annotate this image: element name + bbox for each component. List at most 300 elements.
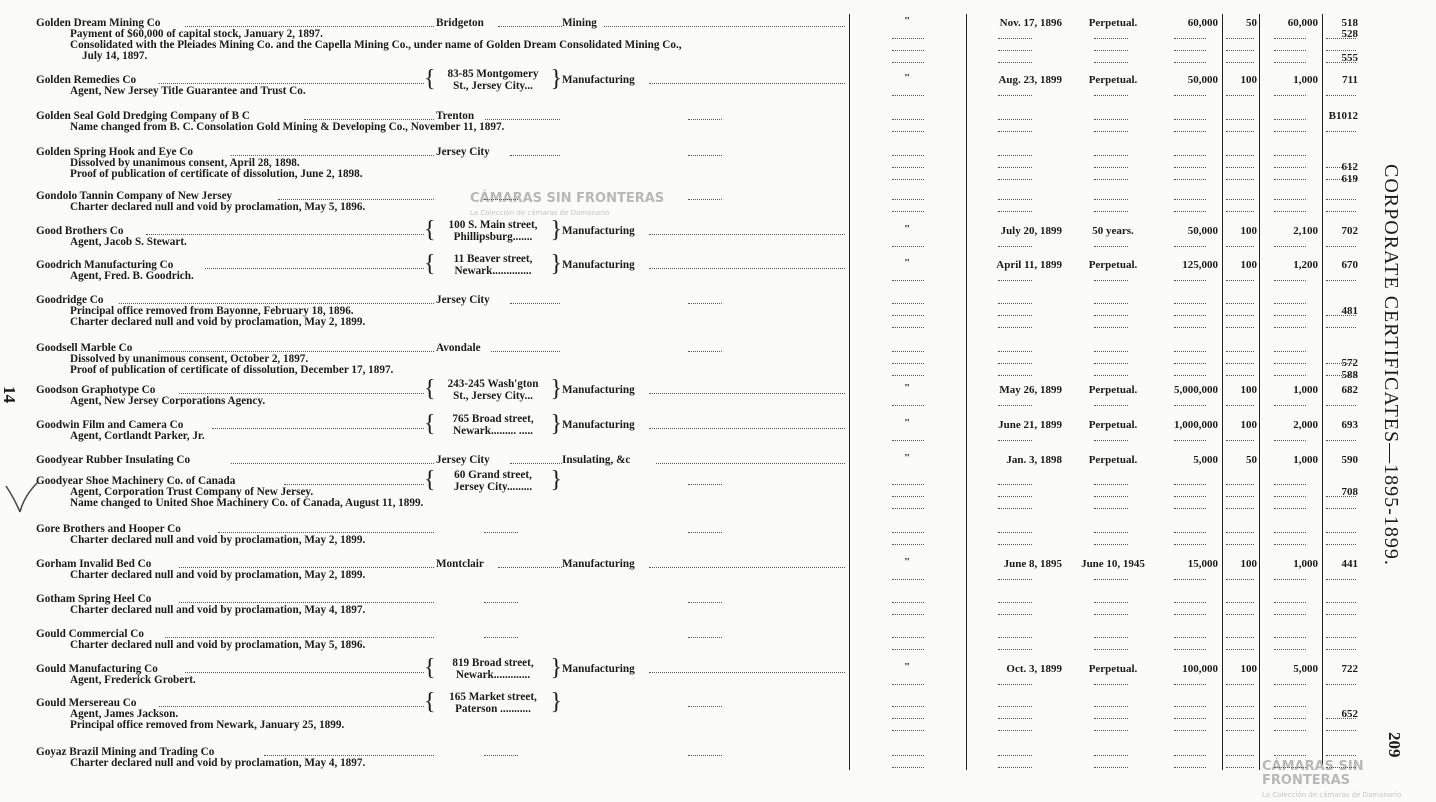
watermark-subtext: La Colección de cámaras de Damanario (1262, 791, 1402, 799)
leader-dots (1326, 375, 1356, 376)
leader-dots (1094, 484, 1128, 485)
leader-dots (998, 50, 1032, 51)
entry-note: Charter declared null and void by proclamation, May 2, 1899. (70, 316, 366, 328)
leader-dots (1226, 199, 1254, 200)
leader-dots (998, 637, 1032, 638)
leader-dots (484, 532, 518, 533)
leader-dots (998, 363, 1032, 364)
ditto-mark: " (904, 223, 911, 235)
paid-in-capital: 2,100 (1293, 225, 1318, 237)
place-of-business: Montclair (436, 558, 484, 570)
leader-dots (1274, 614, 1306, 615)
leader-dots (1174, 167, 1206, 168)
leader-dots (1274, 544, 1306, 545)
leader-dots (649, 672, 845, 673)
address-line-1: 243-245 Wash'gton (447, 378, 539, 390)
leader-dots (1226, 38, 1254, 39)
company-name: Gould Commercial Co (36, 628, 144, 640)
leader-dots (1326, 755, 1356, 756)
leader-dots (1174, 155, 1206, 156)
right-brace: } (550, 467, 562, 493)
leader-dots (1094, 649, 1128, 650)
entry-note: Principal office removed from Newark, January 25, 1899. (70, 719, 345, 731)
leader-dots (892, 532, 924, 533)
leader-dots (998, 405, 1032, 406)
leader-dots (1274, 755, 1306, 756)
leader-dots (1326, 496, 1356, 497)
address-brace (426, 253, 560, 277)
paid-in-capital: 1,200 (1293, 259, 1318, 271)
leader-dots (1226, 484, 1254, 485)
ditto-mark: " (904, 417, 911, 429)
leader-dots (892, 351, 924, 352)
leader-dots (1326, 579, 1356, 580)
leader-dots (1174, 405, 1206, 406)
leader-dots (1226, 119, 1254, 120)
entry-note: Agent, New Jersey Title Guarantee and Trust Co. (70, 85, 306, 97)
leader-dots (1094, 50, 1128, 51)
page-reference: 682 (1341, 384, 1358, 396)
entry-note: Dissolved by unanimous consent, October 2, 1897. (70, 353, 309, 365)
leader-dots (1094, 315, 1128, 316)
address-line-2: Jersey City......... (453, 481, 533, 493)
leader-dots (892, 440, 924, 441)
address-line-1: 765 Broad street, (452, 413, 534, 425)
leader-dots (649, 393, 845, 394)
page-reference: 708 (1341, 486, 1358, 498)
leader-dots (998, 440, 1032, 441)
leader-dots (1274, 131, 1306, 132)
leader-dots (1326, 767, 1356, 768)
entry-note: Name changed to United Shoe Machinery Co. of Canada, August 11, 1899. (70, 497, 424, 509)
leader-dots (892, 179, 924, 180)
leader-dots (1274, 167, 1306, 168)
leader-dots (1174, 119, 1206, 120)
company-name: Goodson Graphotype Co (36, 384, 156, 396)
place-of-business: Jersey City (436, 294, 490, 306)
leader-dots (1094, 730, 1128, 731)
authorized-capital: 125,000 (1182, 259, 1218, 271)
leader-dots (146, 234, 424, 235)
leader-dots (1226, 440, 1254, 441)
entry-note: Agent, Frederick Grobert. (70, 674, 196, 686)
leader-dots (688, 602, 722, 603)
leader-dots (284, 484, 424, 485)
address-brace (426, 219, 560, 243)
leader-dots (1226, 211, 1254, 212)
leader-dots (892, 131, 924, 132)
leader-dots (1094, 767, 1128, 768)
left-brace: { (424, 251, 436, 277)
entry-note: Charter declared null and void by proclamation, May 4, 1897. (70, 757, 366, 769)
duration-term: June 10, 1945 (1081, 558, 1145, 570)
left-brace: { (424, 689, 436, 715)
address-line-2: Newark.............. (454, 265, 532, 277)
leader-dots (1326, 199, 1356, 200)
right-brace: } (550, 689, 562, 715)
leader-dots (1094, 496, 1128, 497)
leader-dots (1226, 315, 1254, 316)
company-name: Golden Remedies Co (36, 74, 137, 86)
leader-dots (892, 755, 924, 756)
duration-term: Perpetual. (1088, 419, 1138, 431)
company-name: Goyaz Brazil Mining and Trading Co (36, 746, 215, 758)
leader-dots (892, 62, 924, 63)
page-reference: 670 (1341, 259, 1358, 271)
leader-dots (1326, 730, 1356, 731)
leader-dots (892, 718, 924, 719)
leader-dots (1174, 484, 1206, 485)
leader-dots (1226, 131, 1254, 132)
leader-dots (998, 315, 1032, 316)
company-name: Gotham Spring Heel Co (36, 593, 152, 605)
par-value: 50 (1246, 454, 1257, 466)
leader-dots (998, 199, 1032, 200)
leader-dots (1174, 730, 1206, 731)
leader-dots (1174, 544, 1206, 545)
leader-dots (1326, 508, 1356, 509)
side-title: CORPORATE CERTIFICATES—1895-1899. (1380, 164, 1402, 566)
address-line-1: 83-85 Montgomery (447, 68, 539, 80)
entry-note: Agent, New Jersey Corporations Agency. (70, 395, 266, 407)
leader-dots (998, 246, 1032, 247)
leader-dots (1174, 280, 1206, 281)
leader-dots (998, 508, 1032, 509)
company-name: Goodridge Co (36, 294, 104, 306)
address-line-2: Phillipsburg....... (453, 231, 533, 243)
leader-dots (1274, 440, 1306, 441)
company-name: Gondolo Tannin Company of New Jersey (36, 190, 233, 202)
leader-dots (1226, 62, 1254, 63)
page-reference: 518 (1341, 17, 1358, 29)
entry-note: Agent, James Jackson. (70, 708, 179, 720)
leader-dots (1274, 508, 1306, 509)
business-type: Insulating, &c (562, 454, 631, 466)
leader-dots (1174, 303, 1206, 304)
leader-dots (1174, 375, 1206, 376)
address-line-2: Paterson ........... (455, 703, 531, 715)
duration-term: 50 years. (1092, 225, 1134, 237)
leader-dots (510, 463, 562, 464)
page-reference: 441 (1341, 558, 1358, 570)
leader-dots (998, 351, 1032, 352)
leader-dots (1326, 167, 1356, 168)
authorized-capital: 15,000 (1187, 558, 1218, 570)
entry-note: Agent, Fred. B. Goodrich. (70, 270, 194, 282)
leader-dots (998, 95, 1032, 96)
leader-dots (892, 637, 924, 638)
page-number-right: 209 (1385, 732, 1404, 758)
leader-dots (1226, 544, 1254, 545)
business-type: Manufacturing (562, 419, 635, 431)
duration-term: Perpetual. (1088, 17, 1138, 29)
entry-note: Agent, Cortlandt Parker, Jr. (70, 430, 205, 442)
leader-dots (1094, 614, 1128, 615)
place-of-business: Jersey City (436, 454, 490, 466)
leader-dots (1174, 179, 1206, 180)
company-name: Golden Dream Mining Co (36, 17, 161, 29)
leader-dots (892, 484, 924, 485)
leader-dots (892, 280, 924, 281)
leader-dots (998, 684, 1032, 685)
leader-dots (1226, 649, 1254, 650)
incorporation-date: May 26, 1899 (999, 384, 1062, 396)
leader-dots (1174, 363, 1206, 364)
authorized-capital: 50,000 (1187, 225, 1218, 237)
leader-dots (1274, 637, 1306, 638)
leader-dots (1174, 246, 1206, 247)
duration-term: Perpetual. (1088, 74, 1138, 86)
leader-dots (1274, 315, 1306, 316)
authorized-capital: 1,000,000 (1174, 419, 1218, 431)
leader-dots (1226, 684, 1254, 685)
leader-dots (649, 83, 845, 84)
entry-note: Charter declared null and void by proclamation, May 2, 1899. (70, 569, 366, 581)
leader-dots (892, 303, 924, 304)
leader-dots (1326, 50, 1356, 51)
leader-dots (1174, 718, 1206, 719)
leader-dots (649, 268, 845, 269)
place-of-business: Bridgeton (436, 17, 484, 29)
leader-dots (1226, 614, 1254, 615)
leader-dots (1226, 718, 1254, 719)
page-reference: 612 (1341, 161, 1358, 173)
paid-in-capital: 1,000 (1293, 558, 1318, 570)
leader-dots (1226, 280, 1254, 281)
company-name: Goodyear Shoe Machinery Co. of Canada (36, 475, 236, 487)
incorporation-date: Nov. 17, 1896 (999, 17, 1062, 29)
leader-dots (1174, 767, 1206, 768)
page-number-left: 14 (0, 386, 19, 403)
place-of-business: Trenton (436, 110, 475, 122)
leader-dots (179, 393, 424, 394)
address-line-2: St., Jersey City... (453, 80, 533, 92)
leader-dots (1094, 532, 1128, 533)
leader-dots (1326, 38, 1356, 39)
address-brace (426, 68, 560, 92)
leader-dots (1174, 706, 1206, 707)
address-brace (426, 657, 560, 681)
leader-dots (998, 649, 1032, 650)
leader-dots (998, 211, 1032, 212)
leader-dots (1094, 155, 1128, 156)
leader-dots (892, 38, 924, 39)
duration-term: Perpetual. (1088, 259, 1138, 271)
leader-dots (998, 579, 1032, 580)
leader-dots (688, 199, 722, 200)
company-name: Gorham Invalid Bed Co (36, 558, 152, 570)
column-rule-main (849, 14, 850, 770)
leader-dots (1174, 62, 1206, 63)
leader-dots (1226, 375, 1254, 376)
leader-dots (1274, 706, 1306, 707)
incorporation-date: Aug. 23, 1899 (998, 74, 1062, 86)
page-reference: 481 (1341, 305, 1358, 317)
leader-dots (159, 706, 424, 707)
par-value: 50 (1246, 17, 1257, 29)
leader-dots (892, 684, 924, 685)
par-value: 100 (1240, 225, 1257, 237)
leader-dots (159, 83, 424, 84)
leader-dots (1274, 303, 1306, 304)
address-line-1: 100 S. Main street, (448, 219, 538, 231)
leader-dots (998, 131, 1032, 132)
leader-dots (1094, 62, 1128, 63)
company-name: Gould Manufacturing Co (36, 663, 158, 675)
leader-dots (1226, 95, 1254, 96)
leader-dots (998, 62, 1032, 63)
leader-dots (1226, 602, 1254, 603)
right-brace: } (550, 376, 562, 402)
leader-dots (1174, 684, 1206, 685)
leader-dots (1274, 579, 1306, 580)
leader-dots (688, 706, 722, 707)
leader-dots (1274, 211, 1306, 212)
leader-dots (1094, 706, 1128, 707)
leader-dots (1094, 718, 1128, 719)
page-reference: 619 (1341, 173, 1358, 185)
leader-dots (998, 730, 1032, 731)
leader-dots (1094, 246, 1128, 247)
leader-dots (1094, 405, 1128, 406)
business-type: Manufacturing (562, 558, 635, 570)
entry-note: Charter declared null and void by proclamation, May 4, 1897. (70, 604, 366, 616)
leader-dots (1274, 405, 1306, 406)
page-reference: 572 (1341, 357, 1358, 369)
address-line-1: 11 Beaver street, (453, 253, 533, 265)
watermark-center (470, 192, 664, 220)
page-reference: 693 (1341, 419, 1358, 431)
leader-dots (1094, 38, 1128, 39)
page-reference: 711 (1342, 74, 1358, 86)
leader-dots (231, 155, 434, 156)
left-brace: { (424, 376, 436, 402)
leader-dots (165, 637, 434, 638)
leader-dots (892, 614, 924, 615)
leader-dots (649, 234, 845, 235)
leader-dots (998, 706, 1032, 707)
leader-dots (1274, 649, 1306, 650)
leader-dots (1094, 95, 1128, 96)
leader-dots (1174, 50, 1206, 51)
leader-dots (484, 602, 518, 603)
leader-dots (1274, 95, 1306, 96)
left-brace: { (424, 655, 436, 681)
right-brace: } (550, 411, 562, 437)
authorized-capital: 5,000 (1193, 454, 1218, 466)
leader-dots (998, 496, 1032, 497)
entry-note: Dissolved by unanimous consent, April 28, 1898. (70, 157, 300, 169)
business-type: Manufacturing (562, 259, 635, 271)
ditto-mark: " (904, 15, 911, 27)
paid-in-capital: 1,000 (1293, 454, 1318, 466)
paid-in-capital: 60,000 (1287, 17, 1318, 29)
leader-dots (1174, 440, 1206, 441)
leader-dots (1094, 179, 1128, 180)
left-brace: { (424, 66, 436, 92)
leader-dots (278, 199, 434, 200)
leader-dots (1274, 280, 1306, 281)
par-value: 100 (1240, 419, 1257, 431)
page-reference: B1012 (1328, 110, 1358, 122)
page-reference: 588 (1341, 369, 1358, 381)
business-type: Manufacturing (562, 225, 635, 237)
leader-dots (1094, 508, 1128, 509)
leader-dots (1326, 280, 1356, 281)
paid-in-capital: 1,000 (1293, 74, 1318, 86)
leader-dots (892, 544, 924, 545)
leader-dots (1094, 637, 1128, 638)
leader-dots (1274, 730, 1306, 731)
leader-dots (1326, 95, 1356, 96)
leader-dots (604, 26, 845, 27)
leader-dots (304, 119, 434, 120)
leader-dots (998, 532, 1032, 533)
leader-dots (998, 38, 1032, 39)
leader-dots (1274, 199, 1306, 200)
leader-dots (688, 351, 722, 352)
leader-dots (1326, 532, 1356, 533)
address-line-1: 819 Broad street, (452, 657, 534, 669)
leader-dots (1274, 246, 1306, 247)
leader-dots (1094, 211, 1128, 212)
leader-dots (1326, 62, 1356, 63)
incorporation-date: July 20, 1899 (1000, 225, 1062, 237)
par-value: 100 (1240, 259, 1257, 271)
leader-dots (892, 315, 924, 316)
par-value: 100 (1240, 74, 1257, 86)
leader-dots (1174, 199, 1206, 200)
leader-dots (1274, 363, 1306, 364)
leader-dots (1274, 179, 1306, 180)
left-brace: { (424, 217, 436, 243)
leader-dots (1274, 119, 1306, 120)
leader-dots (498, 26, 562, 27)
leader-dots (1326, 544, 1356, 545)
leader-dots (218, 532, 434, 533)
leader-dots (1226, 496, 1254, 497)
leader-dots (892, 375, 924, 376)
right-brace: } (550, 655, 562, 681)
leader-dots (998, 484, 1032, 485)
paid-in-capital: 2,000 (1293, 419, 1318, 431)
leader-dots (892, 508, 924, 509)
address-line-2: Newark............. (455, 669, 531, 681)
ditto-mark: " (904, 556, 911, 568)
leader-dots (179, 567, 434, 568)
entry-note: Payment of $60,000 of capital stock, January 2, 1897. (70, 28, 323, 40)
company-name: Goodyear Rubber Insulating Co (36, 454, 191, 466)
leader-dots (1274, 62, 1306, 63)
leader-dots (1274, 684, 1306, 685)
entry-note: Proof of publication of certificate of dissolution, June 2, 1898. (70, 168, 363, 180)
company-name: Gore Brothers and Hooper Co (36, 523, 181, 535)
leader-dots (185, 672, 424, 673)
leader-dots (1174, 95, 1206, 96)
leader-dots (1226, 508, 1254, 509)
leader-dots (1094, 199, 1128, 200)
company-name: Golden Spring Hook and Eye Co (36, 146, 193, 158)
leader-dots (1274, 327, 1306, 328)
leader-dots (892, 119, 924, 120)
leader-dots (892, 649, 924, 650)
incorporation-date: Oct. 3, 1899 (1006, 663, 1062, 675)
duration-term: Perpetual. (1088, 663, 1138, 675)
leader-dots (205, 268, 424, 269)
leader-dots (231, 463, 434, 464)
entry-note: Charter declared null and void by proclamation, May 5, 1896. (70, 639, 366, 651)
authorized-capital: 60,000 (1187, 17, 1218, 29)
